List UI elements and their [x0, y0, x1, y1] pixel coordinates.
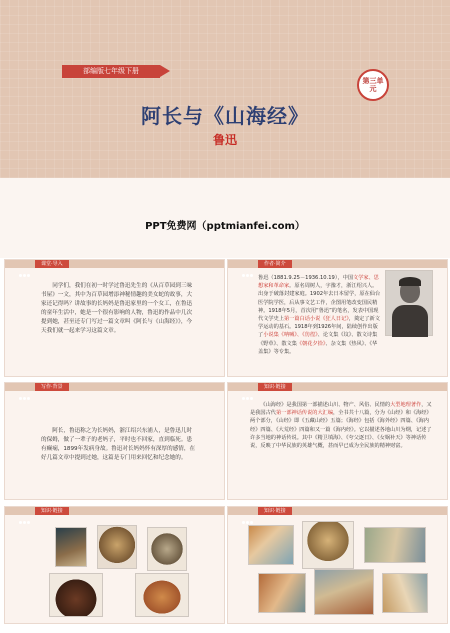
dots-icon — [19, 262, 31, 266]
cover-slide — [0, 0, 450, 258]
slide-tag: 知识·链接 — [35, 507, 69, 515]
slide-knowledge-text[interactable] — [227, 382, 448, 500]
scroll-painting-image — [314, 569, 374, 615]
mythical-creature-image — [97, 525, 137, 569]
slide-background[interactable] — [4, 382, 225, 500]
site-credit: PPT免费网（pptmianfei.com） — [145, 221, 305, 232]
text-part: 鲁迅（1881.9.25－1936.10.19），中国 — [258, 275, 354, 281]
scroll-painting-image — [248, 525, 294, 565]
slide-tag: 知识·链接 — [258, 507, 292, 515]
dots-icon — [19, 385, 31, 389]
mythical-creature-image — [55, 527, 87, 567]
dots-icon — [242, 509, 254, 513]
slide-tag: 作者·简介 — [258, 260, 292, 268]
dots-icon — [242, 262, 254, 266]
lesson-title: 阿长与《山海经》 — [141, 104, 309, 128]
author-portrait — [385, 270, 433, 336]
text-part: ，又是我国古代 — [250, 402, 432, 417]
scroll-painting-image — [258, 573, 306, 613]
grade-ribbon: 部编版七年级下册 — [62, 65, 160, 78]
text-part: 。原名周树人，字豫才，浙江绍兴人。出身于破落封建家庭。1902年去日本留学，原在仙台医学院学医，后从事文艺工作，企图用笔改变国民精神。1918年5月，首次用“鲁迅”的笔名，发表中国现代文学史上 — [258, 283, 381, 323]
slide-author[interactable] — [227, 259, 448, 377]
text-highlight: 《朝花夕拾》 — [296, 340, 326, 347]
scroll-painting-image — [302, 521, 354, 569]
slide-text — [250, 401, 433, 450]
text-highlight: 小说集《呐喊》、《彷徨》 — [263, 332, 318, 339]
slide-text: 阿长，鲁迅称之为长妈妈，浙江绍兴东浦人，是鲁迅儿时的保姆，做了一辈子的老妈子，平时也不回家，直到临死。患有癫痫，1899年发病身故。鲁迅对长妈妈怀有深厚的感情，在好几篇文章中提到过她，这篇是专门用来回忆和纪念她的。 — [41, 428, 196, 461]
mythical-creature-image — [147, 527, 187, 571]
dots-icon — [242, 385, 254, 389]
lesson-author: 鲁迅 — [212, 133, 237, 147]
text-highlight: 第一部神话传说的大汇编 — [275, 410, 334, 417]
text-highlight: 第一篇白话小说《狂人日记》 — [283, 316, 349, 323]
slide-knowledge-images-2[interactable] — [227, 506, 448, 624]
mythical-beast-image — [135, 573, 189, 617]
slide-knowledge-images-1[interactable] — [4, 506, 225, 624]
text-part: ，奠定了新文学运动的基石。1918年到1926年间，陆续创作出版了 — [258, 316, 380, 339]
slide-text — [258, 274, 381, 356]
text-highlight: 文学家、思想家和革命家 — [258, 275, 379, 290]
text-part: 《山海经》是我国第一部描述山川、物产、风俗、民情的 — [260, 402, 391, 408]
scroll-painting-image — [382, 573, 428, 613]
text-highlight: 大型地理著作 — [390, 402, 422, 408]
slide-tag: 课堂·导入 — [35, 260, 69, 268]
slide-tag: 知识·链接 — [258, 383, 292, 391]
slide-tag: 写作·背景 — [35, 383, 69, 391]
mythical-beast-image — [49, 573, 103, 617]
text-part: 、杂文集《热风》、《华盖集》等专集。 — [258, 340, 378, 355]
slide-text: 同学们，我们在初一时学过鲁迅先生的《从百草园到三味书屋》一文，其中为百草园增添神秘情趣的美女蛇的故事，大家还记得吗？讲故事的长妈妈是鲁迅家里的一个女工，在鲁迅的童年生活中，她是一个很有影响的人物，鲁迅的作品中几次提到她，甚至还专门写过一篇文章叫《阿长与《山海经》》，今天我们就一起来学习这篇文章。 — [41, 283, 193, 334]
text-part: 、论文集《坟》、散文诗集《野草》、散文集 — [258, 332, 378, 347]
scroll-painting-image — [364, 527, 426, 563]
slide-intro[interactable] — [4, 259, 225, 377]
unit-badge: 第三单元 — [357, 69, 389, 101]
dots-icon — [19, 509, 31, 513]
text-part: ，全书共十八篇，分为《山经》和《海经》两个部分，《山经》即《五藏山经》五篇；《海经》包括《海外经》四篇、《海内经》四篇、《大荒经》四篇和又一篇《海内经》。它以描述各地山川为纲，记述了许多当地的神话传说。其中《精卫填海》、《夸父逐日》、《女娲补天》等神话传说，反映了中华民族的英雄气概，甚而早已成为全民族的精神财富。 — [250, 410, 432, 450]
